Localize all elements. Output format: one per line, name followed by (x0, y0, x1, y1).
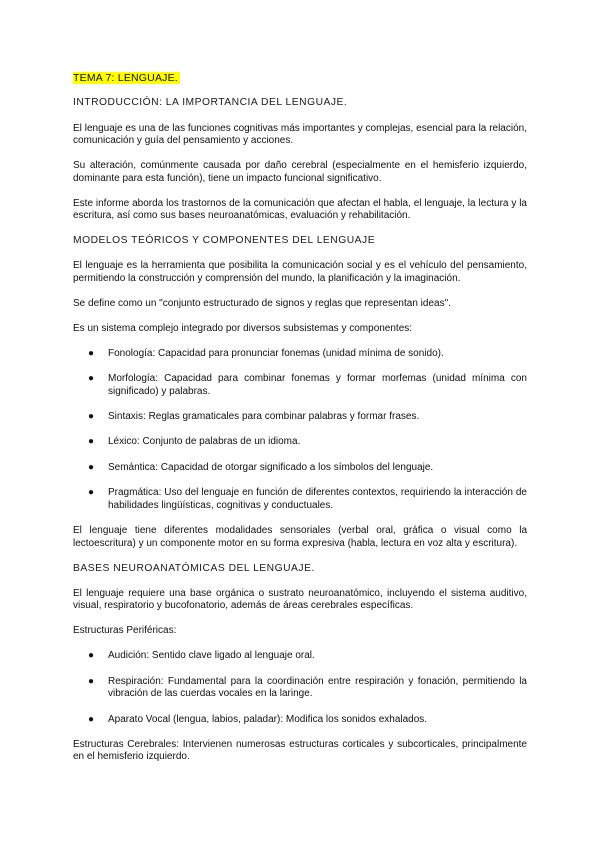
paragraph: El lenguaje requiere una base orgánica o sustrato neuroanatómico, incluyendo el sistema auditivo, visual, respiratorio y bucofonatorio, además de áreas cerebrales específicas. (73, 587, 527, 612)
list-item-text: Fonología: Capacidad para pronunciar fonemas (unidad mínima de sonido). (108, 347, 444, 359)
paragraph: Estructuras Cerebrales: Intervienen numerosas estructuras corticales y subcorticales, principalmente en el hemisferio izquierdo. (73, 738, 527, 763)
list-item (73, 373, 527, 398)
list-item-text: Semántica: Capacidad de otorgar significado a los símbolos del lenguaje. (108, 461, 434, 473)
bullet-icon: ● (88, 347, 95, 359)
peripheral-structures-list (73, 650, 527, 726)
paragraph: Se define como un "conjunto estructurado de signos y reglas que representan ideas". (73, 297, 451, 309)
list-item-text: Pragmática: Uso del lenguaje en función de diferentes contextos, requiriendo la interacción de habilidades lingüísticas, cognitivas y conductuales. (108, 487, 527, 511)
list-item (73, 411, 527, 423)
bullet-icon: ● (88, 411, 95, 423)
paragraph: El lenguaje es una de las funciones cognitivas más importantes y complejas, esencial para la relación, comunicación y guía del pensamiento y acciones. (73, 122, 527, 147)
bullet-icon: ● (88, 713, 95, 725)
section-heading-intro: INTRODUCCIÓN: LA IMPORTANCIA DEL LENGUAJE. (73, 97, 348, 109)
list-item (73, 714, 527, 726)
list-item-text: Audición: Sentido clave ligado al lenguaje oral. (108, 650, 315, 662)
list-item (73, 436, 527, 448)
paragraph: Es un sistema complejo integrado por diversos subsistemas y componentes: (73, 322, 413, 334)
list-item (73, 487, 527, 512)
list-item (73, 676, 527, 701)
document-title: TEMA 7: LENGUAJE. (73, 72, 178, 84)
list-item-text: Aparato Vocal (lengua, labios, paladar): Modifica los sonidos exhalados. (108, 713, 428, 725)
paragraph: Estructuras Periféricas: (73, 625, 177, 637)
section-heading-neuro: BASES NEUROANATÓMICAS DEL LENGUAJE. (73, 562, 315, 574)
bullet-icon: ● (88, 487, 95, 499)
list-item-text: Sintaxis: Reglas gramaticales para combinar palabras y formar frases. (108, 411, 420, 423)
bullet-icon: ● (88, 436, 95, 448)
list-item-text: Léxico: Conjunto de palabras de un idioma. (108, 436, 301, 448)
components-list (73, 348, 527, 512)
list-item-text: Respiración: Fundamental para la coordinación entre respiración y fonación, permitiendo la vibración de las cuerdas vocales en la laringe. (108, 675, 527, 700)
list-item (73, 650, 527, 662)
bullet-icon: ● (88, 373, 95, 385)
list-item (73, 462, 527, 474)
paragraph: El lenguaje es la herramienta que posibilita la comunicación social y es el vehículo del pensamiento, permitiendo la construcción y comprensión del mundo, la planificación y la imaginación. (73, 260, 527, 284)
section-heading-models: MODELOS TEÓRICOS Y COMPONENTES DEL LENGUAJE (73, 235, 376, 247)
list-item (73, 348, 527, 360)
bullet-icon: ● (88, 675, 95, 687)
paragraph: El lenguaje tiene diferentes modalidades sensoriales (verbal oral, gráfica o visual como la lectoescritura) y un componente motor en su forma expresiva (habla, lectura en voz alta y escritura). (73, 525, 527, 549)
bullet-icon: ● (88, 461, 95, 473)
paragraph: Su alteración, comúnmente causada por daño cerebral (especialmente en el hemisferio izquierdo, dominante para esta función), tiene un impacto funcional significativo. (73, 160, 527, 184)
paragraph: Este informe aborda los trastornos de la comunicación que afectan el habla, el lenguaje, la lectura y la escritura, así como sus bases neuroanatómicas, evaluación y rehabilitación. (73, 197, 527, 222)
bullet-icon: ● (88, 650, 95, 662)
document-body (73, 72, 527, 776)
list-item-text: Morfología: Capacidad para combinar fonemas y formar morfemas (unidad mínima con significado) y palabras. (108, 373, 527, 397)
